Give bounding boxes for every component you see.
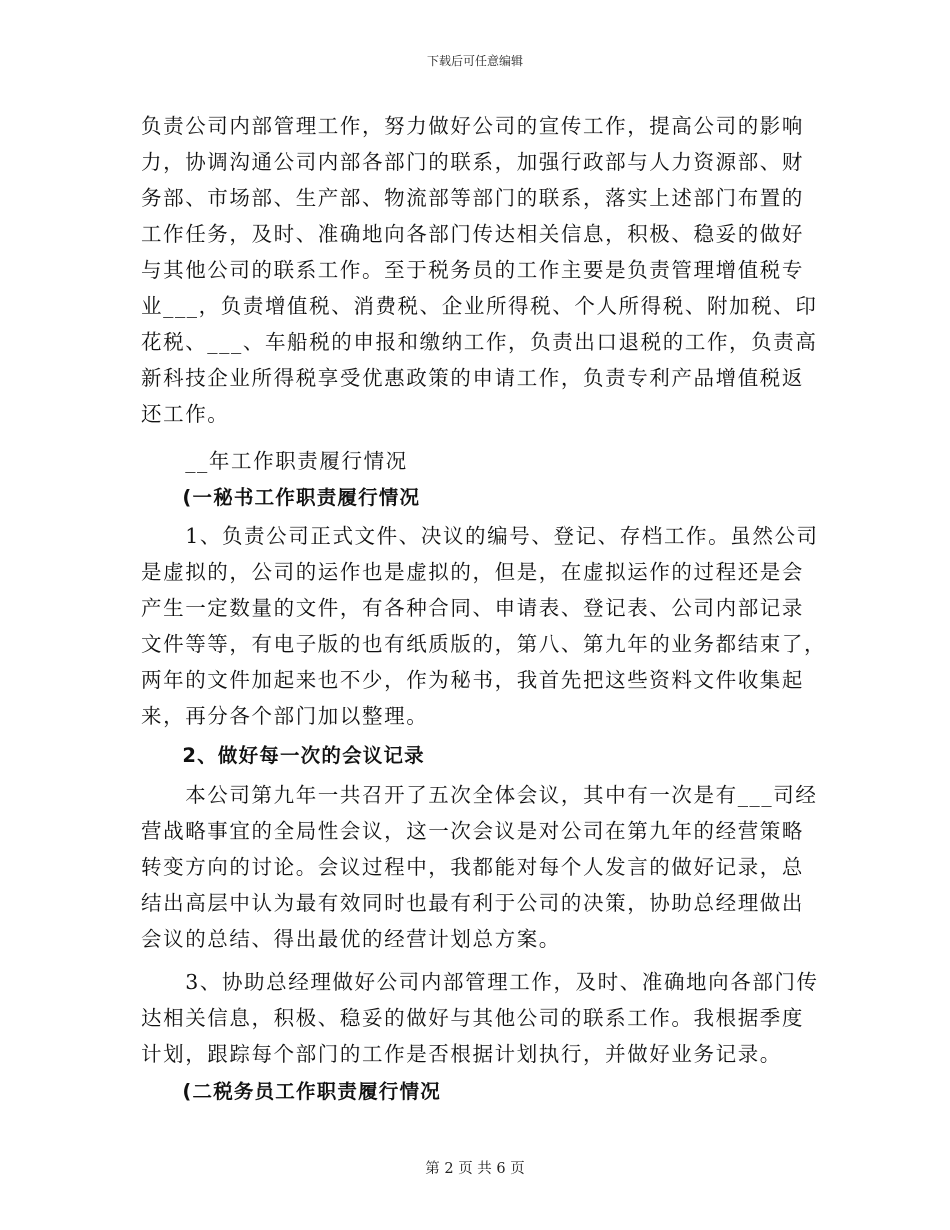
page-number-footer: 第 2 页 共 6 页	[425, 1161, 525, 1177]
paragraph-line: 两年的文件加起来也不少，作为秘书，我首先把这些资料文件收集起	[141, 668, 804, 692]
paragraph-line: 1、负责公司正式文件、决议的编号、登记、存档工作。虽然公司	[141, 524, 819, 548]
subsection-heading: (一秘书工作职责履行情况	[141, 486, 421, 509]
paragraph-line: 花税、___、车船税的申报和缴纳工作，负责出口退税的工作，负责高	[141, 330, 818, 354]
subsection-heading: (二税务员工作职责履行情况	[141, 1080, 441, 1103]
paragraph-line: 文件等等，有电子版的也有纸质版的，第八、第九年的业务都结束了，	[141, 632, 827, 656]
paragraph-line: 新科技企业所得税享受优惠政策的申请工作，负责专利产品增值税返	[141, 366, 804, 390]
paragraph-line: 还工作。	[141, 402, 230, 426]
paragraph-line: 业___，负责增值税、消费税、企业所得税、个人所得税、附加税、印	[141, 294, 818, 318]
paragraph-line: 营战略事宜的全局性会议，这一次会议是对公司在第九年的经营策略	[141, 819, 804, 843]
paragraph-line: 是虚拟的，公司的运作也是虚拟的，但是，在虚拟运作的过程还是会	[141, 560, 804, 584]
paragraph-line: 务部、市场部、生产部、物流部等部门的联系，落实上述部门布置的	[141, 186, 804, 210]
paragraph-line: 工作任务，及时、准确地向各部门传达相关信息，积极、稳妥的做好	[141, 222, 804, 246]
item-heading: 2、做好每一次的会议记录	[141, 744, 425, 767]
paragraph-line: 3、协助总经理做好公司内部管理工作，及时、准确地向各部门传	[141, 970, 819, 994]
paragraph-line: 来，再分各个部门加以整理。	[141, 704, 429, 728]
paragraph-line: 与其他公司的联系工作。至于税务员的工作主要是负责管理增值税专	[141, 258, 804, 282]
paragraph-line: 转变方向的讨论。会议过程中，我都能对每个人发言的做好记录，总	[141, 855, 804, 879]
paragraph-line: 负责公司内部管理工作，努力做好公司的宣传工作，提高公司的影响	[141, 114, 804, 138]
paragraph-line: 结出高层中认为最有效同时也最有利于公司的决策，协助总经理做出	[141, 891, 804, 915]
paragraph-line: 达相关信息，积极、稳妥的做好与其他公司的联系工作。我根据季度	[141, 1006, 804, 1030]
paragraph-line: 力，协调沟通公司内部各部门的联系，加强行政部与人力资源部、财	[141, 150, 804, 174]
paragraph-line: 会议的总结、得出最优的经营计划总方案。	[141, 927, 561, 951]
paragraph-line: 产生一定数量的文件，有各种合同、申请表、登记表、公司内部记录	[141, 596, 804, 620]
paragraph-line: 计划，跟踪每个部门的工作是否根据计划执行，并做好业务记录。	[141, 1042, 782, 1066]
section-heading-line: __年工作职责履行情况	[141, 449, 408, 473]
page-header-note: 下载后可任意编辑	[426, 54, 523, 68]
paragraph-line: 本公司第九年一共召开了五次全体会议，其中有一次是有___司经	[141, 783, 818, 807]
